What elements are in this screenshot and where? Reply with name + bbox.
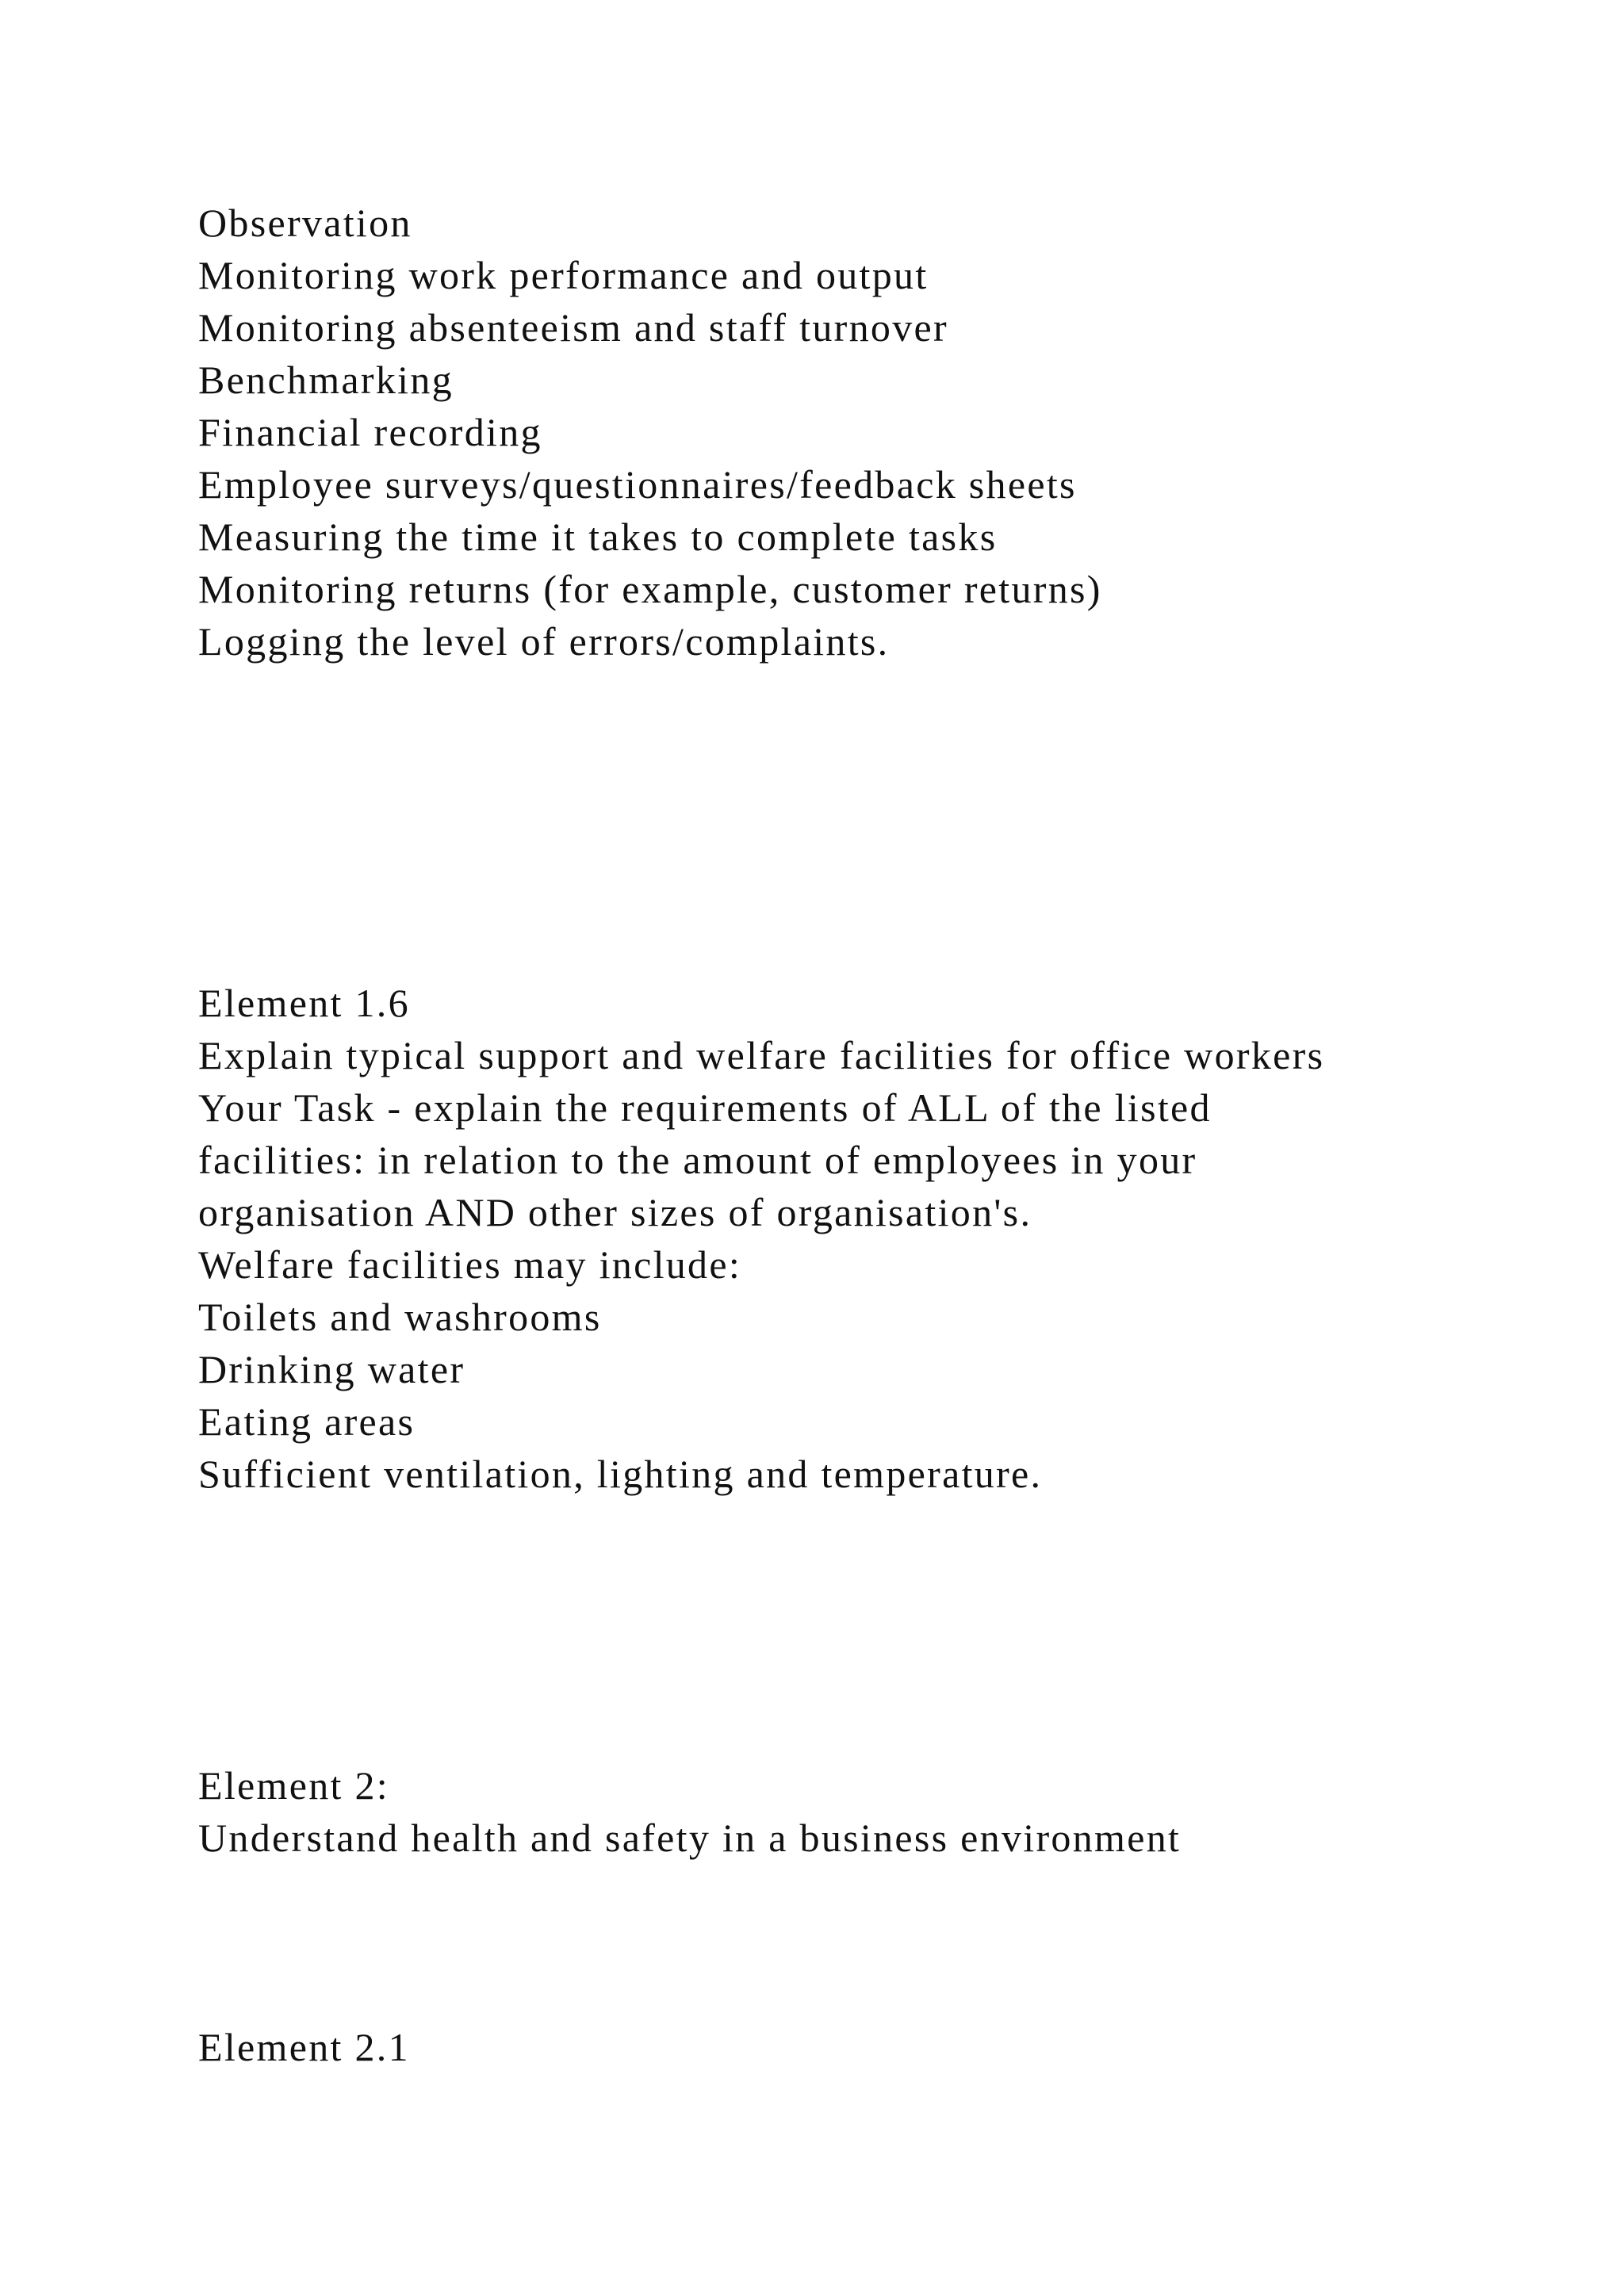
list-item: Sufficient ventilation, lighting and temperature. xyxy=(198,1452,1043,1496)
section-heading: Element 2.1 xyxy=(198,2025,410,2069)
list-item: Financial recording xyxy=(198,410,542,454)
list-item: Measuring the time it takes to complete tasks xyxy=(198,515,998,559)
task-instructions xyxy=(198,1081,1546,1500)
task-text-line: Your Task - explain the requirements of ALL of the listed xyxy=(198,1085,1212,1130)
task-text-line: facilities: in relation to the amount of employees in your xyxy=(198,1138,1197,1182)
element-1-6-section xyxy=(198,977,1546,1081)
list-item: Employee surveys/questionnaires/feedback sheets xyxy=(198,462,1077,507)
list-item: Monitoring absenteeism and staff turnover xyxy=(198,305,948,350)
element-2-1-section xyxy=(198,2021,1546,2073)
section-heading: Element 1.6 xyxy=(198,981,410,1025)
list-item: Benchmarking xyxy=(198,358,454,402)
list-item: Toilets and washrooms xyxy=(198,1295,602,1339)
list-item: Monitoring returns (for example, customer returns) xyxy=(198,567,1102,611)
monitoring-methods-list xyxy=(198,197,1546,668)
section-description: Understand health and safety in a business environment xyxy=(198,1816,1182,1860)
list-item: Eating areas xyxy=(198,1399,416,1444)
section-description: Explain typical support and welfare facilities for office workers xyxy=(198,1033,1325,1077)
list-item: Drinking water xyxy=(198,1347,465,1391)
task-text-line: organisation AND other sizes of organisation's. xyxy=(198,1190,1032,1234)
list-item: Observation xyxy=(198,201,412,245)
list-item: Monitoring work performance and output xyxy=(198,253,929,297)
section-heading: Element 2: xyxy=(198,1763,389,1808)
list-item: Logging the level of errors/complaints. xyxy=(198,619,890,664)
welfare-list-intro: Welfare facilities may include: xyxy=(198,1242,742,1287)
element-2-section xyxy=(198,1759,1546,1864)
